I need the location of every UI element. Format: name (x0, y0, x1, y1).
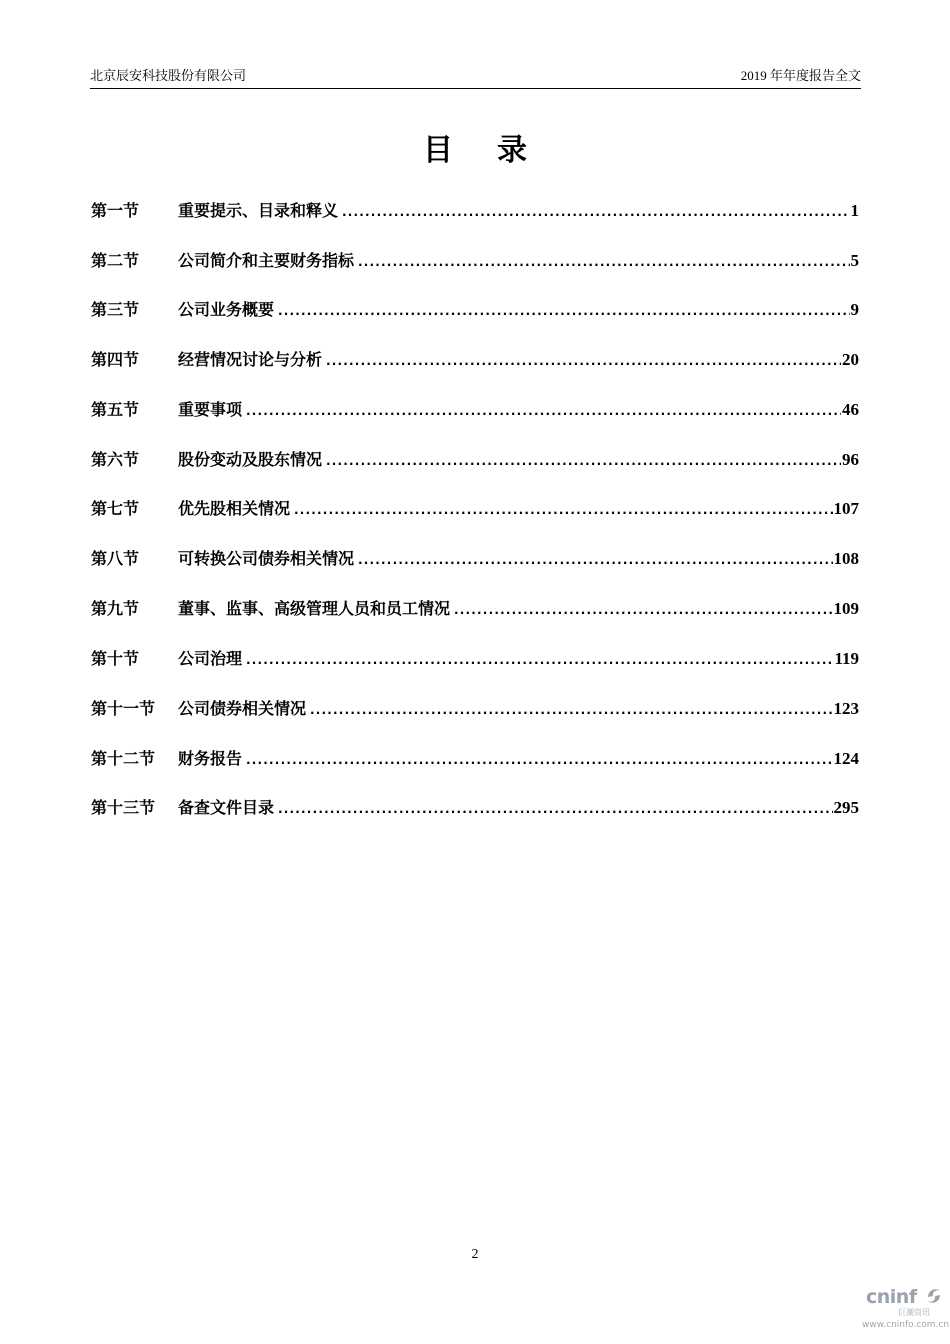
cninfo-swirl-icon (924, 1285, 944, 1307)
toc-leader-dots (358, 548, 832, 572)
toc-page-number: 46 (842, 400, 859, 419)
toc-section-name: 备查文件目录 (178, 798, 275, 817)
toc-page-number: 9 (850, 300, 859, 319)
toc-entry[interactable] (91, 249, 859, 273)
toc-page-number: 124 (833, 749, 859, 768)
toc-entry[interactable] (91, 647, 859, 671)
toc-page-number: 20 (842, 350, 859, 369)
toc-leader-dots (310, 698, 832, 722)
header-report-title: 2019 年年度报告全文 (740, 68, 861, 83)
toc-entry[interactable] (91, 697, 859, 721)
toc-page-number: 96 (842, 450, 859, 469)
toc-title (0, 133, 950, 169)
toc-section-number: 第四节 (91, 350, 140, 369)
toc-section-number: 第六节 (91, 450, 140, 469)
watermark-url: www.cninfo.com.cn (862, 1320, 950, 1330)
toc-section-number: 第二节 (91, 251, 140, 270)
toc-section-name: 公司治理 (178, 649, 243, 668)
toc-entry[interactable] (91, 348, 859, 372)
toc-section-number: 第五节 (91, 400, 140, 419)
toc-page-number: 109 (833, 599, 859, 618)
toc-leader-dots (326, 449, 841, 473)
toc-page-number: 119 (834, 649, 859, 668)
cninfo-watermark (862, 1283, 950, 1333)
toc-page-number: 123 (833, 699, 859, 718)
toc-section-name: 公司简介和主要财务指标 (178, 251, 355, 270)
toc-section-number: 第三节 (91, 300, 140, 319)
toc-entry[interactable] (91, 597, 859, 621)
toc-page-number: 108 (833, 549, 859, 568)
toc-section-name: 重要事项 (178, 400, 243, 419)
toc-section-name: 经营情况讨论与分析 (178, 350, 323, 369)
toc-section-name: 公司债券相关情况 (178, 699, 307, 718)
toc-section-number: 第十二节 (91, 749, 156, 768)
toc-section-name: 优先股相关情况 (178, 499, 291, 518)
toc-entry[interactable] (91, 497, 859, 521)
toc-entry[interactable] (91, 298, 859, 322)
watermark-brand: cninf (866, 1286, 917, 1308)
toc-section-number: 第七节 (91, 499, 140, 518)
toc-leader-dots (342, 200, 849, 224)
toc-section-number: 第八节 (91, 549, 140, 568)
toc-leader-dots (246, 399, 841, 423)
toc-leader-dots (278, 299, 849, 323)
toc-section-name: 董事、监事、高级管理人员和员工情况 (178, 599, 451, 618)
toc-section-number: 第十节 (91, 649, 140, 668)
toc-entry[interactable] (91, 398, 859, 422)
toc-page-number: 295 (833, 798, 859, 817)
toc-section-number: 第十一节 (91, 699, 156, 718)
toc-page-number: 1 (850, 201, 859, 220)
toc-leader-dots (454, 598, 832, 622)
toc-title-char-1: 目 (423, 133, 453, 168)
watermark-subtitle: 巨潮资讯 (898, 1308, 930, 1317)
toc-section-name: 重要提示、目录和释义 (178, 201, 339, 220)
toc-section-name: 股份变动及股东情况 (178, 450, 323, 469)
toc-entry[interactable] (91, 547, 859, 571)
toc-leader-dots (246, 748, 832, 772)
toc-page-number: 107 (833, 499, 859, 518)
toc-page-number: 5 (850, 251, 859, 270)
toc-section-number: 第十三节 (91, 798, 156, 817)
header-company-name: 北京辰安科技股份有限公司 (90, 68, 247, 83)
toc-title-char-2: 录 (497, 133, 527, 168)
toc-entry[interactable] (91, 199, 859, 223)
toc-entry[interactable] (91, 747, 859, 771)
toc-leader-dots (278, 797, 832, 821)
toc-section-name: 可转换公司债券相关情况 (178, 549, 355, 568)
page-header (90, 66, 861, 89)
toc-leader-dots (358, 250, 849, 274)
toc-leader-dots (294, 498, 832, 522)
toc-section-number: 第九节 (91, 599, 140, 618)
toc-section-name: 公司业务概要 (178, 300, 275, 319)
toc-entry[interactable] (91, 796, 859, 820)
page-number: 2 (471, 1247, 479, 1262)
toc-section-number: 第一节 (91, 201, 140, 220)
toc-section-name: 财务报告 (178, 749, 243, 768)
toc-leader-dots (326, 349, 841, 373)
toc-entry[interactable] (91, 448, 859, 472)
toc-leader-dots (246, 648, 833, 672)
